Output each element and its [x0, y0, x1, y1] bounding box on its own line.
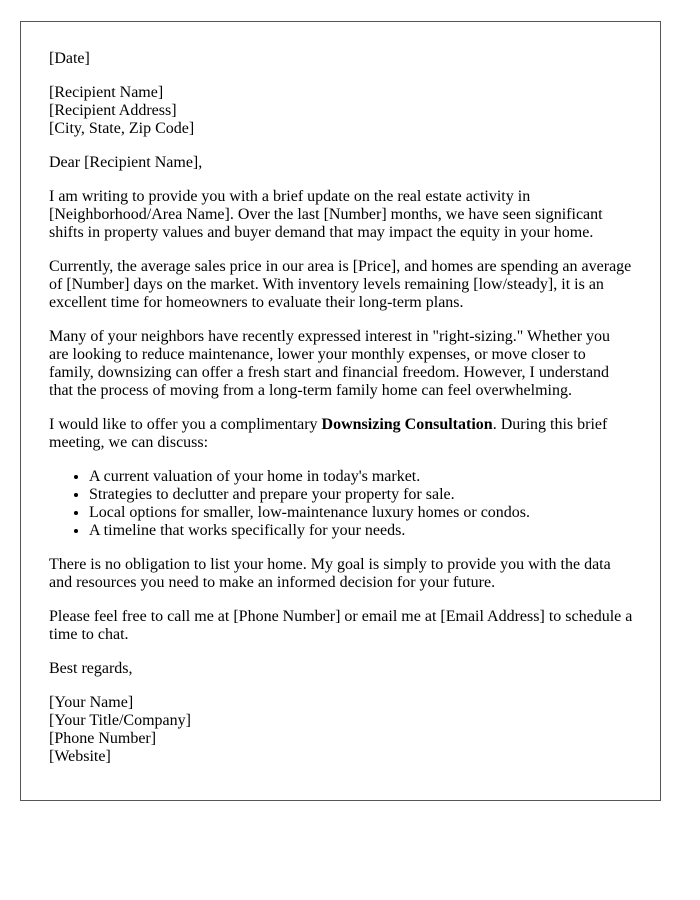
text-line: shifts in property values and buyer demand that may impact the equity in your home.	[49, 224, 594, 241]
paragraph-offer	[49, 416, 632, 452]
recipient-name: [Recipient Name]	[49, 84, 164, 101]
date-text: [Date]	[49, 50, 90, 67]
paragraph-neighbors	[49, 328, 632, 400]
signature-phone: [Phone Number]	[49, 730, 157, 747]
date	[49, 50, 632, 68]
recipient-address: [Recipient Address]	[49, 102, 177, 119]
list-item: • A current valuation of your home in today's market.	[89, 468, 632, 486]
text-line: Many of your neighbors have recently expressed interest in "right-sizing." Whether you	[49, 328, 611, 345]
signature-title: [Your Title/Company]	[49, 712, 191, 729]
closing	[49, 660, 632, 678]
text-line	[49, 416, 632, 434]
consultation-bold: Downsizing Consultation	[321, 416, 493, 433]
text-line: There is no obligation to list your home. My goal is simply to provide you with the data	[49, 556, 611, 573]
paragraph-obligation	[49, 556, 632, 592]
discussion-list	[49, 468, 632, 540]
list-item: • Strategies to declutter and prepare your property for sale.	[89, 486, 632, 504]
signature-website: [Website]	[49, 748, 111, 765]
letter	[20, 21, 661, 801]
list-item: • Local options for smaller, low-maintenance luxury homes or condos.	[89, 504, 632, 522]
text-line: are looking to reduce maintenance, lower your monthly expenses, or move closer to	[49, 346, 586, 363]
signature-name: [Your Name]	[49, 694, 134, 711]
text-line: family, downsizing can offer a fresh start and financial freedom. However, I understand	[49, 364, 610, 381]
salutation	[49, 154, 632, 172]
text-line: that the process of moving from a long-term family home can feel overwhelming.	[49, 382, 572, 399]
closing-text: Best regards,	[49, 660, 133, 677]
text-line: I am writing to provide you with a brief update on the real estate activity in	[49, 188, 531, 205]
text: . During this brief	[492, 416, 608, 433]
signature-block	[49, 694, 632, 766]
text-line: [Neighborhood/Area Name]. Over the last [Number] months, we have seen significant	[49, 206, 603, 223]
recipient-city: [City, State, Zip Code]	[49, 120, 195, 137]
recipient-block	[49, 84, 632, 138]
text-line: meeting, we can discuss:	[49, 434, 209, 451]
text-line: excellent time for homeowners to evaluate their long-term plans.	[49, 294, 464, 311]
text-line: and resources you need to make an informed decision for your future.	[49, 574, 496, 591]
paragraph-market	[49, 258, 632, 312]
text-line: time to chat.	[49, 626, 129, 643]
paragraph-contact	[49, 608, 632, 644]
text: I would like to offer you a complimentary	[49, 416, 322, 433]
list-item: • A timeline that works specifically for your needs.	[89, 522, 632, 540]
letter-body	[49, 50, 632, 782]
salutation-text: Dear [Recipient Name],	[49, 154, 203, 171]
text-line: Please feel free to call me at [Phone Number] or email me at [Email Address] to schedule a	[49, 608, 633, 625]
text-line: of [Number] days on the market. With inventory levels remaining [low/steady], it is an	[49, 276, 604, 293]
paragraph-intro	[49, 188, 632, 242]
text-line: Currently, the average sales price in our area is [Price], and homes are spending an average	[49, 258, 632, 275]
